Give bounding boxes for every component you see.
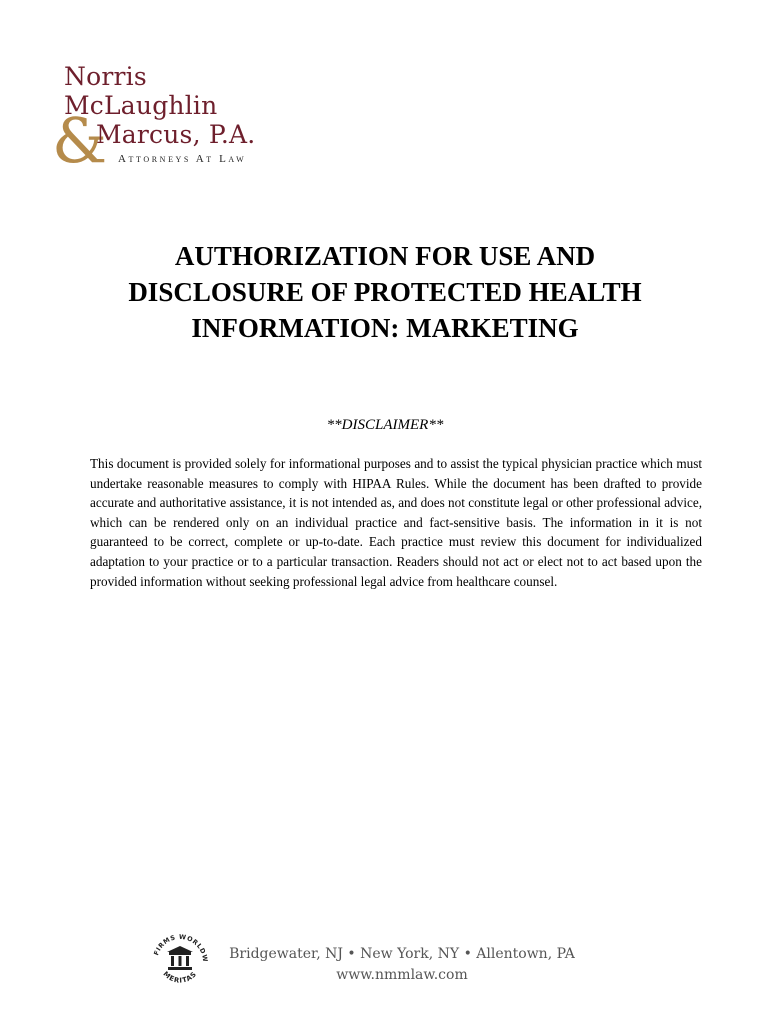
svg-text:MERITAS	[161, 970, 198, 985]
seal-text-top: FIRMS WORLDW	[152, 932, 210, 963]
disclaimer-heading: **DISCLAIMER**	[326, 417, 444, 433]
website-link[interactable]: www.nmmlaw.com	[336, 967, 468, 983]
logo-line-mclaughlin: McLaughlin	[64, 91, 218, 120]
title-line-1: AUTHORIZATION FOR USE AND	[174, 241, 596, 271]
footer	[222, 944, 582, 986]
disclaimer-text: This document is provided solely for informational purposes and to assist the typical physician practice which must undertake reasonable measures to comply with HIPAA Rules. While the document has been drafted to provide accurate and authoritative assistance, it is not intended as, and does not constitute legal or other professional advice, which can be rendered only on an individual practice and fact-sensitive basis. The information in it is not guaranteed to be correct, complete or up-to-date. Each practice must review this document for individualized adaptation to your practice or to a particular transaction. Readers should not act or elect not to act based upon the provided information without seeking professional legal advice from healthcare counsel.	[90, 456, 702, 589]
logo-tagline: Attorneys At Law	[118, 153, 247, 165]
title-line-2: DISCLOSURE OF PROTECTED HEALTH	[128, 277, 642, 307]
meritas-seal-icon	[148, 928, 212, 992]
title-line-3: INFORMATION: MARKETING	[191, 313, 579, 343]
firm-logo	[52, 58, 292, 177]
seal-text-bottom: MERITAS	[161, 969, 199, 985]
logo-ampersand: &	[52, 104, 108, 177]
logo-line-norris: Norris	[64, 62, 147, 91]
office-locations: Bridgewater, NJ • New York, NY • Allentown, PA	[229, 946, 575, 962]
document-title	[60, 238, 710, 346]
logo-line-marcus: Marcus, P.A.	[96, 120, 256, 149]
